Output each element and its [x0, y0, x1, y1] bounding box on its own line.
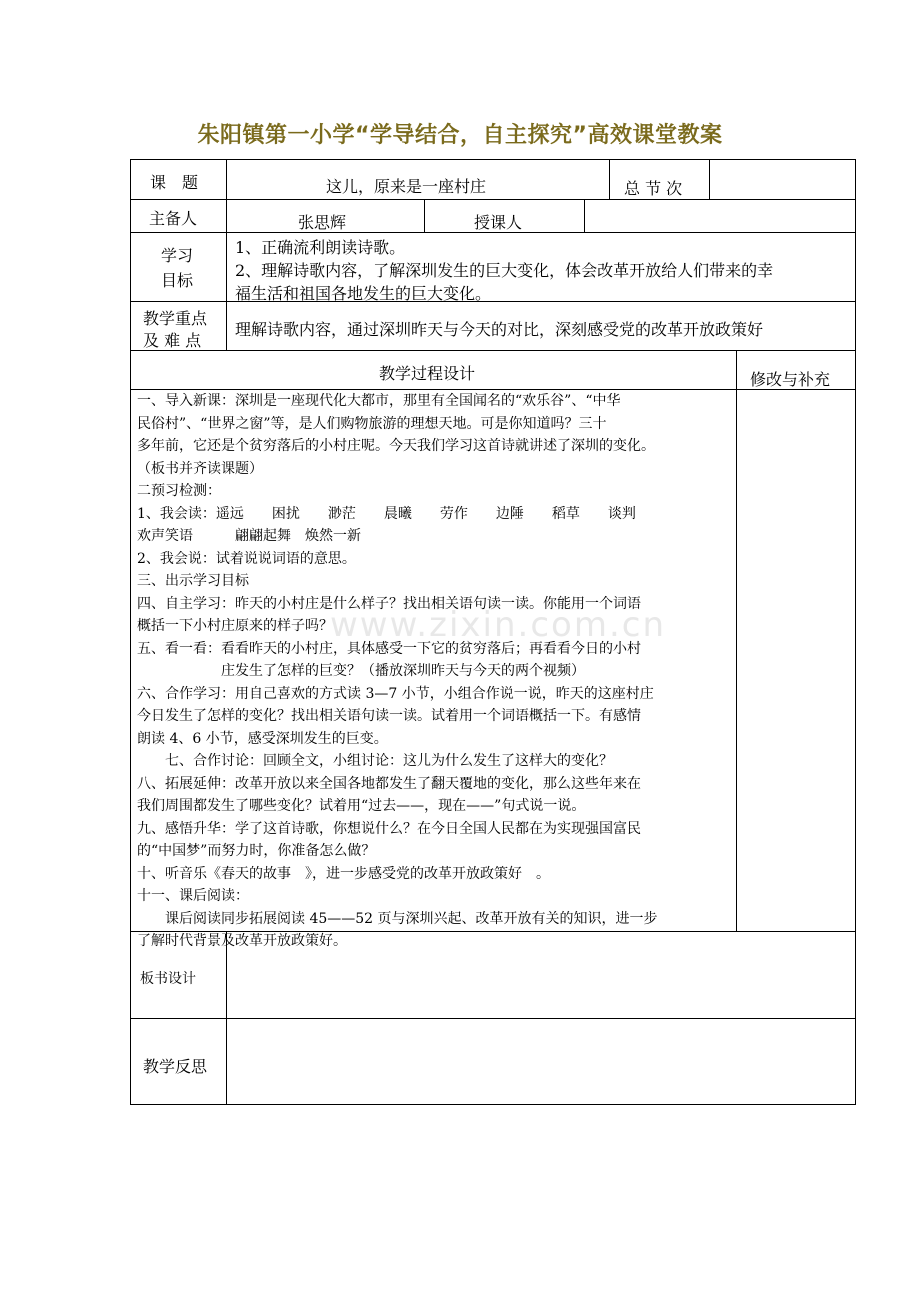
row-divider [130, 1018, 856, 1019]
process-line: 朗读 4、6 小节，感受深圳发生的巨变。 [137, 730, 388, 747]
preparer-name: 张思辉 [298, 213, 347, 232]
process-line: 十、听音乐《春天的故事 》，进一步感受党的改革开放政策好 。 [137, 865, 550, 882]
page-title: 朱阳镇第一小学“学导结合，自主探究”高效课堂教案 [197, 123, 723, 148]
col-divider [226, 159, 227, 351]
process-line: 了解时代背景及改革开放政策好。 [137, 933, 347, 949]
lesson-label: 课 题 [150, 173, 199, 192]
key-points-label-line2: 及 难 点 [143, 331, 202, 350]
process-line: 三、出示学习目标 [137, 573, 249, 589]
process-line: 二预习检测： [137, 483, 221, 499]
goals-label-line1: 学习 [161, 246, 194, 265]
process-line: 多年前，它还是个贫穷落后的小村庄呢。今天我们学习这首诗就讲述了深圳的变化。 [137, 438, 655, 454]
process-line: 欢声笑语 翩翩起舞 焕然一新 [137, 528, 361, 544]
process-line: 1、我会读：遥远 困扰 渺茫 晨曦 劳作 边陲 稻草 谈判 [137, 505, 636, 522]
col-divider [226, 931, 227, 1105]
process-line: 九、感悟升华：学了这首诗歌，你想说什么？在今日全国人民都在为实现强国富民 [137, 820, 641, 837]
lesson-title: 这儿，原来是一座村庄 [326, 177, 487, 196]
process-line: 概括一下小村庄原来的样子吗？ [137, 618, 333, 634]
process-line: 一、导入新课：深圳是一座现代化大都市，那里有全国闻名的“欢乐谷”、“中华 [137, 393, 621, 409]
process-line: 七、合作讨论：回顾全文，小组讨论：这儿为什么发生了这样大的变化？ [137, 753, 613, 769]
key-points-text: 理解诗歌内容，通过深圳昨天与今天的对比，深刻感受党的改革开放政策好 [235, 320, 764, 339]
watermark: www.zixin.com.cn [330, 605, 666, 645]
goals-label-line2: 目标 [161, 271, 194, 290]
teacher-label: 授课人 [474, 213, 523, 232]
col-divider [424, 199, 425, 233]
row-divider [130, 199, 856, 200]
table-border-top [130, 159, 856, 160]
process-header: 教学过程设计 [379, 364, 476, 383]
board-label: 板书设计 [140, 971, 196, 987]
process-line: 民俗村”、“世界之窗”等，是人们购物旅游的理想天地。可是你知道吗？三十 [137, 415, 607, 432]
process-body [137, 390, 658, 953]
process-line: 的“中国梦”而努力时，你准备怎么做？ [137, 843, 376, 859]
key-points-label-line1: 教学重点 [143, 309, 208, 328]
goals-line: 福生活和祖国各地发生的巨大变化。 [235, 284, 492, 303]
process-line: 四、自主学习：昨天的小村庄是什么样子？找出相关语句读一读。你能用一个词语 [137, 595, 641, 612]
preparer-label: 主备人 [149, 209, 198, 228]
reflection-label: 教学反思 [143, 1057, 208, 1076]
total-sessions-label: 总 节 次 [624, 179, 683, 198]
process-line: 八、拓展延伸：改革开放以来全国各地都发生了翻天覆地的变化，那么这些年来在 [137, 775, 641, 792]
process-line: 2、我会说：试着说说词语的意思。 [137, 550, 356, 567]
process-line: 课后阅读同步拓展阅读 45——52 页与深圳兴起、改革开放有关的知识，进一步 [137, 910, 658, 927]
col-divider [584, 199, 585, 233]
goals-line: 1、正确流利朗读诗歌。 [235, 238, 406, 257]
process-line: 庄发生了怎样的巨变？（播放深圳昨天与今天的两个视频） [137, 663, 585, 679]
goals-line: 2、理解诗歌内容，了解深圳发生的巨大变化，体会改革开放给人们带来的幸 [235, 261, 774, 280]
col-divider [736, 350, 737, 932]
col-divider [609, 159, 610, 200]
table-border-bottom [130, 1104, 856, 1105]
revise-header: 修改与补充 [750, 370, 831, 389]
col-divider [709, 159, 710, 200]
process-line: 六、合作学习：用自己喜欢的方式读 3—7 小节，小组合作说一说，昨天的这座村庄 [137, 685, 654, 702]
row-divider [130, 350, 856, 351]
process-line: （板书并齐读课题） [137, 460, 263, 477]
process-line: 十一、课后阅读： [137, 888, 249, 904]
process-line: 今日发生了怎样的变化？找出相关语句读一读。试着用一个词语概括一下。有感情 [137, 708, 641, 724]
process-line: 我们周围都发生了哪些变化？试着用“过去——，现在——”句式说一说。 [137, 798, 586, 814]
process-line: 五、看一看：看看昨天的小村庄，具体感受一下它的贫穷落后；再看看今日的小村 [137, 640, 641, 657]
